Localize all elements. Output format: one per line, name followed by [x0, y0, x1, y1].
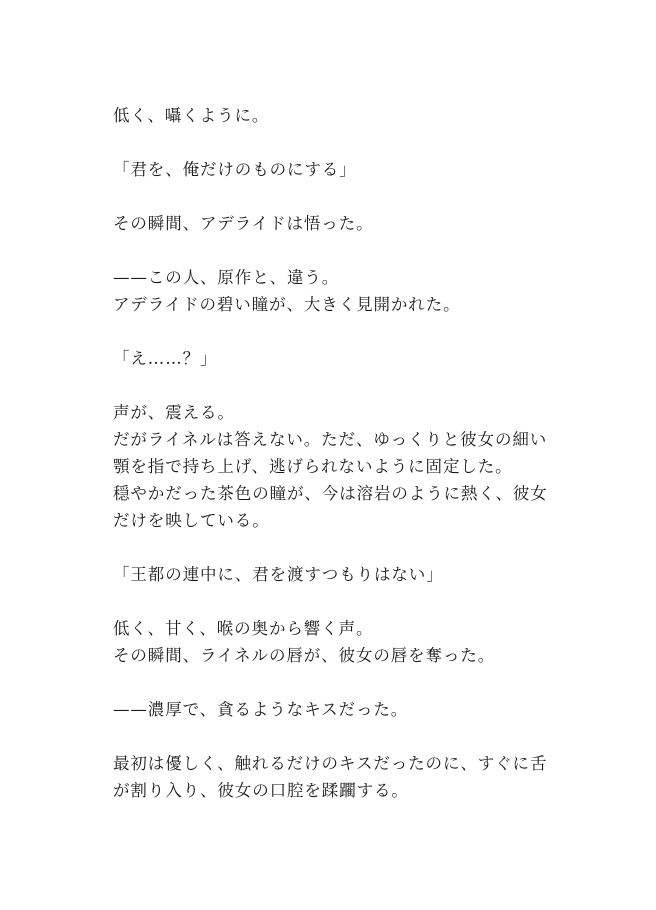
- blank-line: [113, 588, 553, 615]
- text-line: その瞬間、ライネルの唇が、彼女の唇を奪った。: [113, 646, 496, 665]
- dialogue-line: 「え……？」: [113, 349, 218, 368]
- text-line: 低く、甘く、喉の奥から響く声。: [113, 619, 374, 638]
- text-line: だがライネルは答えない。ただ、ゆっくりと彼女の細い: [113, 430, 548, 449]
- blank-line: [113, 669, 553, 696]
- text-line: が割り入り、彼女の口腔を蹂躙する。: [113, 781, 409, 800]
- novel-text-body: [113, 102, 553, 804]
- text-line: 最初は優しく、触れるだけのキスだったのに、すぐに舌: [113, 754, 548, 773]
- blank-line: [113, 723, 553, 750]
- text-line: 顎を指で持ち上げ、逃げられないように固定した。: [113, 457, 513, 476]
- dialogue-line: 「王都の連中に、君を渡すつもりはない」: [113, 565, 444, 584]
- text-line: 声が、震える。: [113, 403, 235, 422]
- blank-line: [113, 129, 553, 156]
- text-line: ——この人、原作と、違う。: [113, 268, 340, 287]
- text-line: アデライドの碧い瞳が、大きく見開かれた。: [113, 295, 461, 314]
- text-line: だけを映している。: [113, 511, 270, 530]
- blank-line: [113, 534, 553, 561]
- text-line: その瞬間、アデライドは悟った。: [113, 214, 374, 233]
- blank-line: [113, 372, 553, 399]
- blank-line: [113, 237, 553, 264]
- text-line: 穏やかだった茶色の瞳が、今は溶岩のように熱く、彼女: [113, 484, 548, 503]
- text-line: 低く、囁くように。: [113, 106, 270, 125]
- blank-line: [113, 318, 553, 345]
- blank-line: [113, 183, 553, 210]
- dialogue-line: 「君を、俺だけのものにする」: [113, 160, 357, 179]
- text-line: ——濃厚で、貪るようなキスだった。: [113, 700, 409, 719]
